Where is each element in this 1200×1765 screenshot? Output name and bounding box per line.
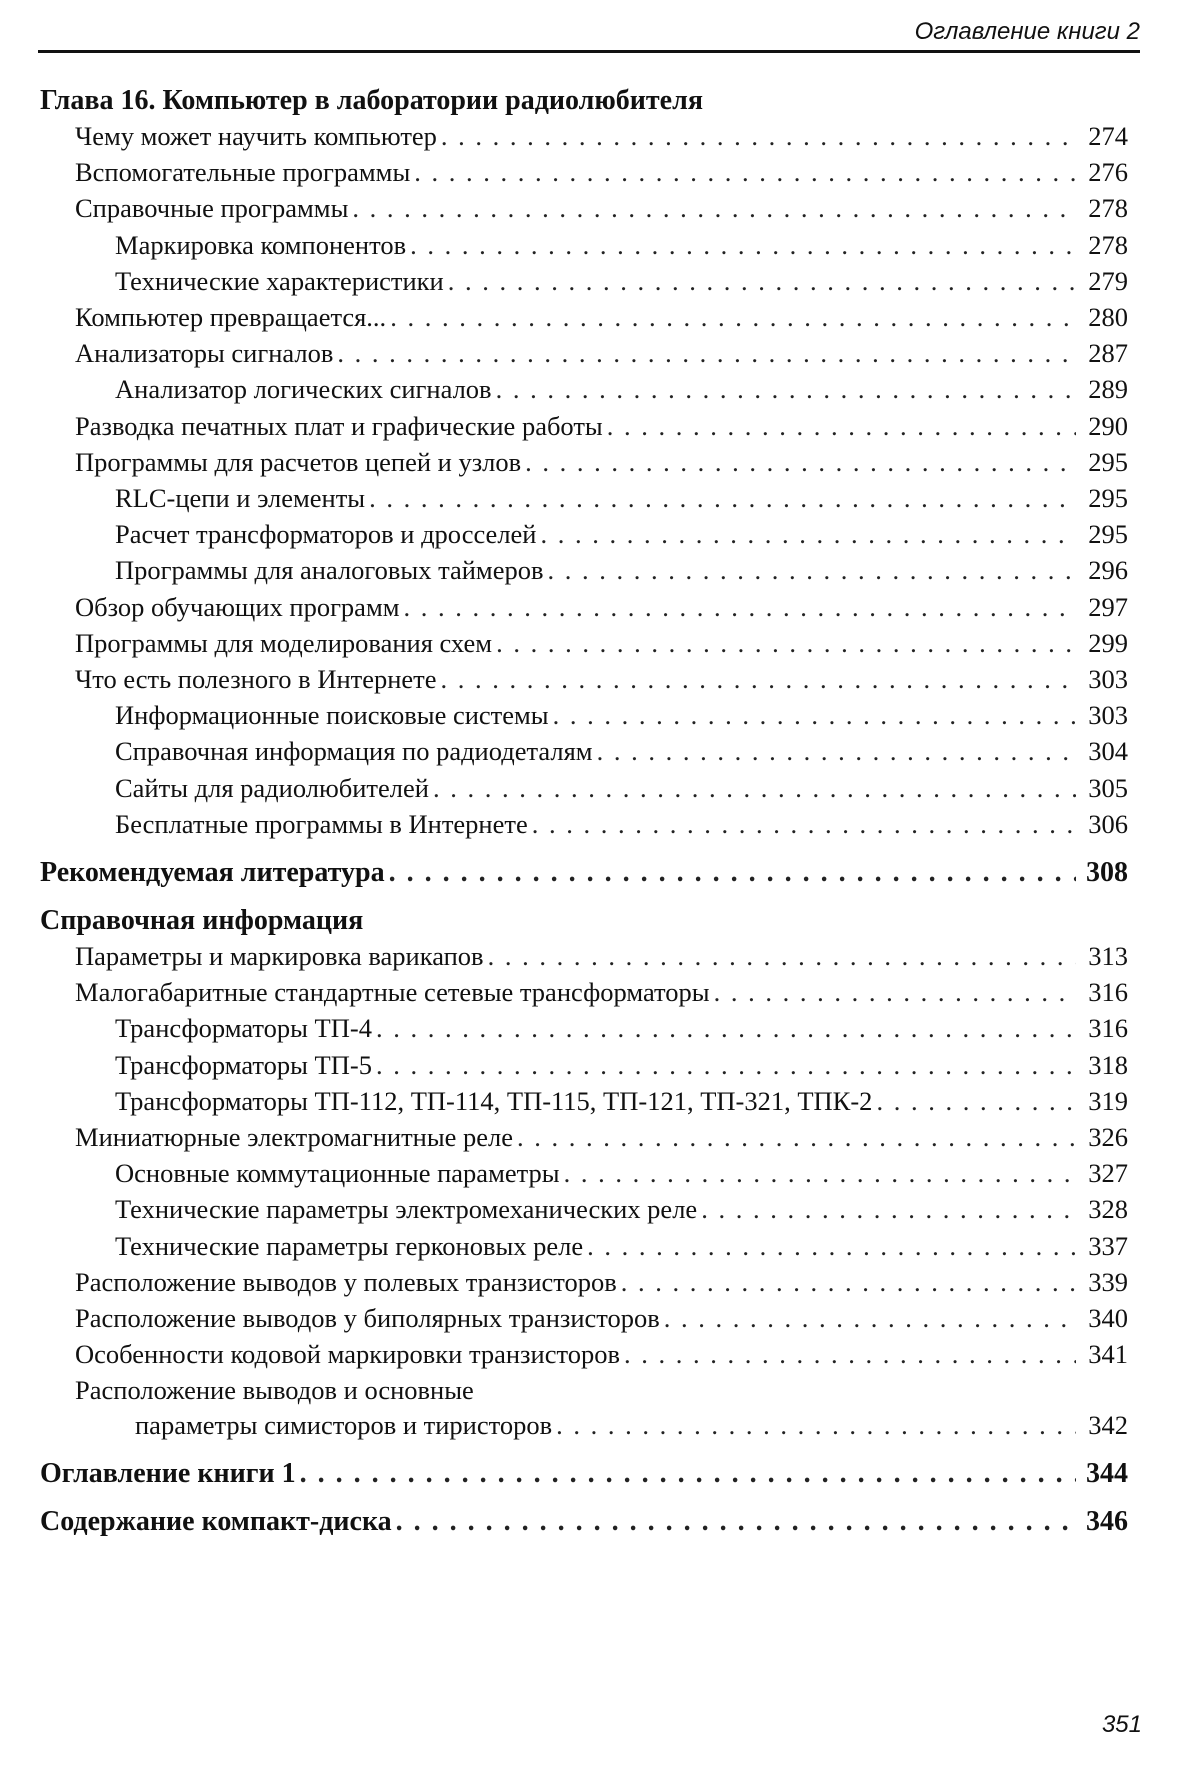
toc-entry-title: Расположение выводов у биполярных транзисторов: [75, 1303, 660, 1334]
toc-entry-page: 295: [1088, 483, 1128, 514]
dot-leader: [390, 299, 1076, 335]
toc-entry: [40, 335, 1128, 371]
toc-entry-title: Особенности кодовой маркировки транзисторов: [75, 1339, 620, 1370]
toc-entry-page: 287: [1088, 338, 1128, 369]
dot-leader: [597, 733, 1076, 769]
toc-entry: [40, 154, 1128, 190]
toc-entry: [40, 1336, 1128, 1372]
toc-entry-title: Программы для расчетов цепей и узлов: [75, 446, 522, 477]
toc-entry-title-line2: параметры симисторов и тиристоров: [135, 1409, 553, 1440]
dot-leader: [441, 118, 1076, 154]
toc-entry-page: 328: [1088, 1194, 1128, 1225]
dot-leader: [396, 1505, 1076, 1539]
toc-entry-page: 303: [1088, 664, 1128, 695]
toc-entry-page: 316: [1088, 977, 1128, 1008]
dot-leader: [517, 1119, 1076, 1155]
toc-entry: [40, 371, 1128, 407]
toc-entry-page: 278: [1088, 193, 1128, 224]
toc-entry-page: 316: [1088, 1013, 1128, 1044]
toc-entry: [40, 1119, 1128, 1155]
toc-entry-page: 305: [1088, 772, 1128, 803]
dot-leader: [300, 1457, 1076, 1491]
toc-entry-title: Малогабаритные стандартные сетевые трансформаторы: [75, 977, 710, 1008]
dot-leader: [337, 335, 1076, 371]
dot-leader: [624, 1336, 1076, 1372]
toc-entry-page: 299: [1088, 627, 1128, 658]
toc-entry-title: Информационные поисковые системы: [115, 700, 549, 731]
toc-entry: [40, 974, 1128, 1010]
dot-leader: [369, 480, 1076, 516]
toc-entry-page: 276: [1088, 157, 1128, 188]
header-rule: [38, 50, 1140, 53]
toc-entry: [40, 589, 1128, 625]
toc-entry-page: 344: [1086, 1457, 1128, 1489]
toc-entry-page: 280: [1088, 302, 1128, 333]
toc-entry-title: Обзор обучающих программ: [75, 591, 400, 622]
toc-entry-title: Компьютер превращается...: [75, 302, 387, 333]
toc-entry-page: 289: [1088, 374, 1128, 405]
toc-entry: [40, 1047, 1128, 1083]
toc-entry-page: 337: [1088, 1230, 1128, 1261]
toc-entry: [40, 227, 1128, 263]
toc-entry-page: 306: [1088, 808, 1128, 839]
reference-entries: [40, 938, 1128, 1372]
dot-leader: [564, 1155, 1076, 1191]
toc-entry-title: Справочная информация по радиодеталям: [115, 736, 593, 767]
toc-entry-page: 296: [1088, 555, 1128, 586]
dot-leader: [376, 1047, 1076, 1083]
toc-entry: [40, 299, 1128, 335]
toc-entry-page: 279: [1088, 265, 1128, 296]
toc-entry-page: 342: [1088, 1409, 1128, 1440]
toc-entry: [40, 1300, 1128, 1336]
toc-entry-title: Что есть полезного в Интернете: [75, 664, 437, 695]
dot-leader: [701, 1191, 1076, 1227]
toc-entry-title: Программы для аналоговых таймеров: [115, 555, 544, 586]
toc-entry: [40, 1191, 1128, 1227]
toc-entry-page: 327: [1088, 1158, 1128, 1189]
dot-leader: [664, 1300, 1076, 1336]
dot-leader: [433, 770, 1076, 806]
toc-entry-title: Сайты для радиолюбителей: [115, 772, 429, 803]
toc-entry-page: 319: [1088, 1085, 1128, 1116]
toc-entry: [40, 1083, 1128, 1119]
toc-entry-title: Оглавление книги 1: [40, 1457, 296, 1489]
dot-leader: [607, 408, 1076, 444]
dot-leader: [556, 1407, 1076, 1443]
toc-entry-title-line1: Расположение выводов и основные: [75, 1374, 474, 1405]
toc-entry: [40, 263, 1128, 299]
toc-entry-page: 318: [1088, 1049, 1128, 1080]
toc-entry-title: Рекомендуемая литература: [40, 857, 385, 889]
toc-entry-page: 304: [1088, 736, 1128, 767]
chapter-entries: [40, 118, 1128, 842]
chapter-heading: Глава 16. Компьютер в лаборатории радиолюбителя: [40, 85, 703, 116]
dot-leader: [496, 625, 1076, 661]
toc-entry: [40, 552, 1128, 588]
toc-entry-page: 326: [1088, 1122, 1128, 1153]
dot-leader: [541, 516, 1077, 552]
reference-heading: Справочная информация: [40, 905, 364, 937]
toc-entry-book1: [40, 1457, 1128, 1491]
table-of-contents: [40, 84, 1128, 1539]
dot-leader: [876, 1083, 1076, 1119]
toc-entry-title: Расположение выводов у полевых транзисторов: [75, 1266, 617, 1297]
dot-leader: [403, 589, 1076, 625]
toc-entry-multiline: [40, 1373, 1128, 1443]
toc-entry-title: Вспомогательные программы: [75, 157, 411, 188]
dot-leader: [496, 371, 1076, 407]
toc-entry: [40, 1264, 1128, 1300]
toc-entry-page: 274: [1088, 121, 1128, 151]
toc-entry: [40, 190, 1128, 226]
toc-entry: [40, 480, 1128, 516]
toc-entry-title: Анализаторы сигналов: [75, 338, 334, 369]
toc-entry-title: Основные коммутационные параметры: [115, 1158, 560, 1189]
toc-entry-title: Маркировка компонентов: [115, 229, 407, 260]
dot-leader: [532, 806, 1076, 842]
toc-entry: [40, 697, 1128, 733]
page-number: 351: [1101, 1711, 1142, 1738]
toc-entry-page: 308: [1086, 857, 1128, 889]
toc-entry-title: Трансформаторы ТП-112, ТП-114, ТП-115, ТП-121, ТП-321, ТПК-2: [115, 1085, 873, 1116]
toc-entry-line2: [40, 1407, 1128, 1443]
toc-entry-title: Справочные программы: [75, 193, 349, 224]
dot-leader: [621, 1264, 1076, 1300]
dot-leader: [414, 154, 1076, 190]
dot-leader: [547, 552, 1076, 588]
toc-entry-page: 340: [1088, 1303, 1128, 1334]
toc-entry-title: Технические параметры электромеханических реле: [115, 1194, 698, 1225]
toc-entry-page: 278: [1088, 229, 1128, 260]
toc-entry: [40, 661, 1128, 697]
toc-entry-page: 295: [1088, 519, 1128, 550]
dot-leader: [553, 697, 1076, 733]
toc-entry-title: Чему может научить компьютер: [75, 121, 437, 151]
toc-entry-title: Содержание компакт-диска: [40, 1505, 392, 1537]
toc-entry: [40, 938, 1128, 974]
dot-leader: [410, 227, 1076, 263]
toc-entry: [40, 444, 1128, 480]
running-header: Оглавление книги 2: [914, 18, 1140, 45]
toc-entry-title: Параметры и маркировка варикапов: [75, 941, 484, 972]
toc-entry-title: Программы для моделирования схем: [75, 627, 493, 658]
toc-entry-title: Трансформаторы ТП-4: [115, 1013, 372, 1044]
toc-entry: [40, 1010, 1128, 1046]
toc-entry: [40, 733, 1128, 769]
toc-entry-page: 313: [1088, 941, 1128, 972]
toc-entry: [40, 1228, 1128, 1264]
toc-entry-title: Трансформаторы ТП-5: [115, 1049, 372, 1080]
toc-entry-cd-contents: [40, 1505, 1128, 1539]
toc-entry-title: Разводка печатных плат и графические работы: [75, 410, 603, 441]
dot-leader: [714, 974, 1076, 1010]
toc-entry: [40, 516, 1128, 552]
toc-entry-title: Миниатюрные электромагнитные реле: [75, 1122, 514, 1153]
dot-leader: [352, 190, 1076, 226]
toc-entry-page: 303: [1088, 700, 1128, 731]
toc-entry-title: Анализатор логических сигналов: [115, 374, 492, 405]
toc-entry: [40, 118, 1128, 154]
toc-entry-page: 346: [1086, 1505, 1128, 1537]
dot-leader: [376, 1010, 1076, 1046]
toc-entry: [40, 408, 1128, 444]
dot-leader: [587, 1228, 1076, 1264]
toc-entry-title: Технические параметры герконовых реле: [115, 1230, 584, 1261]
toc-entry-page: 297: [1088, 591, 1128, 622]
toc-entry-page: 295: [1088, 446, 1128, 477]
toc-entry-title: Расчет трансформаторов и дросселей: [115, 519, 537, 550]
toc-entry-title: RLC-цепи и элементы: [115, 483, 366, 514]
dot-leader: [525, 444, 1076, 480]
toc-entry: [40, 625, 1128, 661]
toc-entry: [40, 1155, 1128, 1191]
dot-leader: [441, 661, 1076, 697]
toc-entry-title: Технические характеристики: [115, 265, 444, 296]
toc-entry-literature: [40, 856, 1128, 890]
dot-leader: [448, 263, 1076, 299]
toc-entry-title: Бесплатные программы в Интернете: [115, 808, 528, 839]
dot-leader: [389, 856, 1076, 890]
toc-entry-page: 339: [1088, 1266, 1128, 1297]
toc-entry-page: 341: [1088, 1339, 1128, 1370]
toc-entry: [40, 806, 1128, 842]
dot-leader: [488, 938, 1076, 974]
toc-entry: [40, 770, 1128, 806]
toc-entry-page: 290: [1088, 410, 1128, 441]
